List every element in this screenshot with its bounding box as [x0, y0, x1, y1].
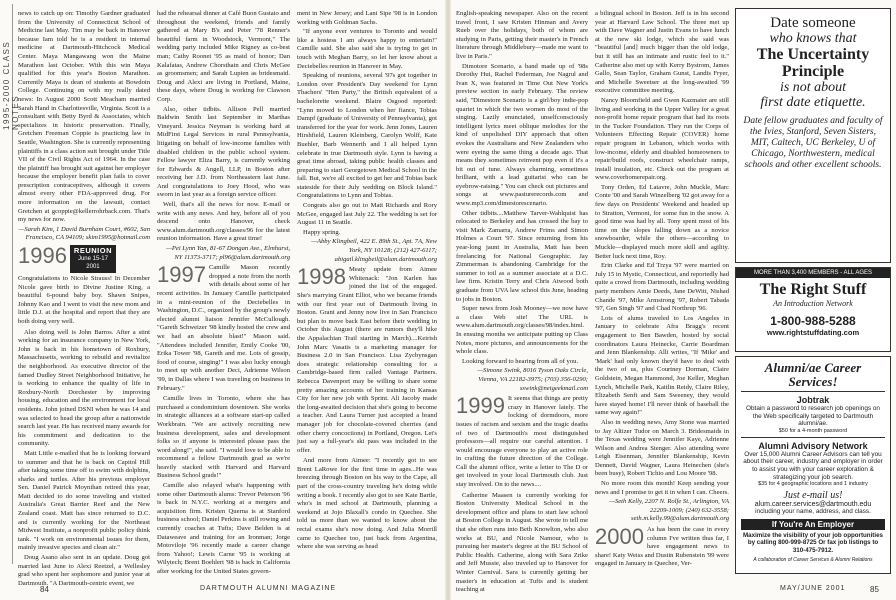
- ad-headline: The Uncertainty Principle: [756, 46, 870, 80]
- year-heading-block: [297, 266, 437, 455]
- right-stuff-ad[interactable]: [735, 267, 891, 352]
- reunion-badge: [70, 245, 116, 273]
- paragraph: Erin Clarke and Ed Trzya '97 were married on July 15 in Mystic, Connecticut, and reportedly had quite a crowd from Dartmouth, including wedding party members Amie Deeds, Jane DeWitt, Nishad Chande '97, Mike Armstrong '97, Robert Tabada '97, Gen Singh '97 and Chad Northrup '96.: [595, 262, 729, 313]
- ad-footer: A collaboration of Career Services & Alumni Relations: [753, 556, 873, 563]
- ad-headline: is not about: [779, 80, 847, 95]
- ad-title: Alumni/ae Career Services!: [764, 360, 862, 389]
- ad-headline: Date someone: [770, 15, 856, 31]
- paragraph: Also in wedding news, Amy Stone was married to Jay Altizer Tudor on March 3. Bridesmaids in the Texas wedding were Jennifer Kaye, Adrienne Wilson and Andrea Stenger. Also attending were Leigh Eisenman, Jennifer Blankenship, Kevin Dennett, David Wagner, Laura Heinechen (she's been busy), Robert Tichio and Lou Moore '98.: [595, 418, 729, 478]
- ad-column: [735, 8, 891, 578]
- footer-right: [780, 585, 845, 592]
- margin-label: 1995-2000 CLASS NOTES: [2, 40, 20, 130]
- column-1: [18, 10, 150, 587]
- email-link[interactable]: alum.career.services@dartmouth.edu: [754, 501, 872, 509]
- ad-banner: MORE THAN 3,400 MEMBERS - ALL AGES: [736, 268, 890, 278]
- paragraph: Looking forward to hearing from all of you.: [462, 357, 579, 365]
- paragraph: Camille also relayed what's happening with some other Dartmouth alums: Trevor Peterson '96 is back in N.Y.C. working at a mergers and acquisition firm. Kristen Querna is at Stanford business school; Daniel Perkins is still rowing and currently coaches at Tufts; Dave Belden is at Dataweave and training for an Ironman; Jorge Motoviloje '96 recently made a career change from Yahoo!; Lewis Carne '95 is working at Wilytech; Brent Boehlert '98 is back in California after working for the United States govern-: [157, 482, 290, 575]
- class-year: 1996: [18, 243, 67, 269]
- margin-strip: [2, 4, 20, 564]
- ad-headline: first date etiquette.: [760, 95, 866, 110]
- section-price: $35 for 4 geographic locations and 1 industry: [758, 481, 868, 488]
- reunion-label: REUNION: [73, 246, 112, 256]
- paragraph: ment in New Jersey; and Lani Sipe '98 is in London working with Goldman Sachs.: [297, 10, 437, 26]
- signature: —Sarah Kim, 1 David Burnham Court, #602, San Francisco, CA 94109; skim1995@hotmail.com: [18, 225, 150, 242]
- paragraph: Doug Asano also sent in an update. Doug got married last June to Alexi Reetzel, a Wellesley grad who spent her sophomore and junior year at Dartmouth. "A Dartmouth-centric event, we: [18, 554, 150, 587]
- paragraph: Other tidbits....Matthew Tarver-Wahlquist has relocated to Berkeley and has crossed the bay to visit Mark Zamarra, Andrew Frims and Simon Holmes a Court '97. Since returning from his year-long jaunt in Australia, Matt has been freelancing for National Geographic. Jay Zimmerman is abandoning Cambridge for the summer to toil as a summer associate at a D.C. law firm. Kristin Terry and Chris Atwood both graduate from UVA law school this June, heading to jobs in Boston.: [456, 209, 588, 303]
- paragraph: Congrats also go out to Matt Richards and Rory McGee, engaged last July 22. The wedding is set for August 11 in Seattle.: [297, 202, 437, 227]
- magazine-title: DARTMOUTH ALUMNI MAGAZINE: [200, 585, 337, 592]
- page-number: 85: [870, 585, 879, 594]
- section-head: Alumni Advisory Network: [758, 440, 868, 451]
- paragraph: "If anyone ever ventures to Toronto and would like a hostess I am always happy to entertain!" Camille said. She also said she is trying to get in touch with Meghan Barry, so let her know about a Deciebelles reunion in Hanover in May.: [297, 28, 437, 70]
- paragraph: Well, that's all the news for now. E-mail or write with any news. And hey, before all of you descend onto Hanover, check www.alum.dartmouth.org/classes/96 for the latest reunion information. Have a great time!: [157, 201, 290, 243]
- class-year: 1998: [297, 264, 346, 290]
- paragraph: Nancy Bloomfield and Gwen Kazmaier are still living and working in the Upper Valley for a great non-profit home repair program that had its roots in the Tucker Foundation. They run the Corps of Volunteers Effecting Repair (COVER) home repair program in Lebanon, which works with low-income, elderly and disabled homeowners to repair/build roofs, construct wheelchair ramps, install insulation, etc. Check out the program at www.coverhomerepair.org.: [595, 96, 729, 182]
- employer-banner: If You're An Employer: [741, 519, 885, 530]
- paragraph: had the rehearsal dinner at Café Buon Gustaio and throughout the weekend, friends and family gathered at Mary B's and Peter '78 Renner's beautiful farm in Woodstock, Vermont," The wedding party included Mike Rigney as co-best man; Cathy Roonet '95 as maid of honor; Dan Kalafatas, Andrew Chorsthain and Chris McGee as groomsmen; and Sarah Lupien as bridesmaid. Doug and Alexi are living in Portland, Maine, these days, where Doug is working for Clawson Corp.: [157, 10, 290, 103]
- employer-body: Maximize the visibility of your job opportunities by calling 800-999-8725 Or fax job listings to 310-475-7912.: [743, 531, 883, 554]
- ad-body: Date fellow graduates and faculty of the Ivies, Stanford, Seven Sisters, MIT, Caltech, UC Berkeley, U of Chicago, Northwestern, medical schools and other excellent schools.: [743, 116, 883, 170]
- ad-headline: who knows that: [769, 31, 857, 46]
- paragraph: Congratulations to Nicole Strauss! In December Nicole gave birth to Divine Justine King, a beautiful 6-pound baby boy. Shawn Snipes, Johnny Kao and I went to visit the new mom and little D.J. at the hospital and report that they are both doing very well.: [18, 275, 150, 325]
- section-price: $50 for a 4-month password: [778, 427, 848, 434]
- paragraph: Lots of alums traveled to Los Angeles in January to celebrate Afra Bragg's recent engagement to Ben Bawden, hosted by social coordinators Laura Heinecke, Carrie Boardman and Jenn Blankenship. Alli writes, "If 'Mike' and 'Mark' had only known they'd have to deal with the two of us, plus Courtney Dorman, Claire Goldstein, Megan Hammond, Joe Keller, Meghan Lynch, Michelle Park, Kaitlin Reidy, Claire Riley, Elizabeth Senft and Sam Sweeney, they would have stayed home! I'll never think of baseball the same way again!": [595, 314, 729, 417]
- paragraph: English-speaking newspaper. Also on the recent travel front, I saw Kristen Hinman and Avery Rueb over the holidays, both of whom are studying in Paris, getting their master's in French literature through Middlebury—made me want to live in Paris.": [456, 10, 588, 60]
- section-body: Over 15,000 Alumni Career Advisors can tell you about their career, industry and employer in order to assist you with your career exploration & strategizing your job search.: [743, 450, 883, 481]
- signature: —Seth Kelly, 2207 N. Rolfe St., Arlington, VA 22209-1009; (240) 632-3558; seth.m.kelly.99@alum.dartmouth.org: [609, 498, 729, 523]
- class-year: 2000: [595, 524, 644, 550]
- paragraph: Camille lives in Toronto, where she has purchased a condominium downtown. She works in strategic alliances at a software start-up called Workbrain. "We are actively recruiting new business development, sales and development folks so if anyone is interested please pass the word along!", she said. "I would love to be able to recommend a fellow Dartmouth grad as we're heavily stacked with Harvard and Harvard Business School grads!": [157, 395, 290, 480]
- paragraph: Camille Mason recently dropped a note from the north with details about some of her recent activities. In January Camille participated in a mini-reunion of the Deciebelles in Washington, D.C., organized by the group's newly elected alumni liaison Jennifer McCullough. "Gareth Schweizer '98 kindly hosted the crew and we had an absolute blast!" Mason said. "Attendees included Jennifer, Emily Cooke '00, Erika Tower '98, Gareth and me. Lots of gossip, food of course, singing!" I was also lucky enough to meet up with another Deci, Adrienne Wilson '99, in Dallas where I was traveling on business in February.": [157, 264, 290, 392]
- signature: —Pei Lynn Yan, 81-67 Dongan Ave., Elmhurst, NY 11373-3717; pl96@alum.dartmouth.org: [166, 245, 290, 261]
- email-body: including your name, address, and class.: [755, 508, 871, 516]
- paragraph: And more from Aimee: "I recently got to see Brent LaRowe for the first time in ages...He was breezing through Boston on his way to the Cape, all part of the cross-country traveling he's doing while writing a book. I recently also got to see Kate Bartle, who's in med school at Dartmouth, planning a weekend at Jojo Blaxall's condo in Quechee. She told us more than we wanted to know about the rectal exams she's now doing. And Julia Morrill came to Quechee too, just back from Argentina, where she was serving as head: [297, 457, 437, 551]
- dating-ad[interactable]: [735, 8, 891, 263]
- column-4: [456, 10, 588, 594]
- footer-left-title: [200, 585, 336, 592]
- paragraph: Super news from Josh Mooney—we now have a class Web site! The URL is www.alum.dartmouth.org/classes/98/index.html. In ensuing months we anticipate putting up Class Notes, more pictures, and announcements for the whole class.: [456, 305, 588, 356]
- paragraph: Happy spring.: [303, 228, 341, 236]
- signature: —Simone Swink, 8016 Tyson Oaks Circle, Vienna, VA 22182-3975; (703) 356-0290; sswink@netgeekmail.com: [477, 367, 588, 392]
- issue-date: MAY/JUNE 2001: [780, 585, 846, 592]
- column-5: [595, 10, 729, 582]
- ad-url[interactable]: www.rightstuffdating.com: [766, 328, 860, 337]
- divider: [741, 437, 885, 438]
- page-number: 84: [40, 585, 49, 594]
- paragraph: Also doing well is John Barros. After a stint working for an insurance company in New York, John is back in his hometown of Roxbury, Massachusetts, working to rebuild and revitalize the neighborhood. As executive director of the famed Dudley Street Neighborhood Initiative, he is working to enhance the quality of life in Roxbury-North Dorchester by improving housing, education and the environment for local residents. John joined DSNI when he was 14 and was selected to head the group after a nationwide search last year. He has received many awards for his commitment and dedication to the community.: [18, 328, 150, 448]
- class-year: 1997: [157, 262, 206, 288]
- reunion-dates: June 15-17 2001: [77, 256, 108, 271]
- ad-title: The Right Stuff: [759, 281, 867, 298]
- paragraph: Tony Orden, Ed Latavre, John Muckle, Marc Conte '00 and Sarah Winzelberg '02 got away for a few days on Presidents' Weekend and headed up to Stratton, Vermont, for some fun in the snow. A good time was had by all. Tony spent most of his time on the slopes falling down as a novice snowboarder, while the others—according to Muckle—displayed much more skill and agility. Better luck next time, Roy.: [595, 183, 729, 260]
- paragraph: Catherine Maasen is currently working for Boston University Medical School in the development office and plans to start law school at Boston College in August. She wrote to tell me that she often runs into Beth Knowlton, who also works at BU, and Nicole Namour, who is pursuing her master's degree at the BU School of Public Health. Catherine, along with Sara Zrike and Jeff Mussie, also traveled up to Hanover for Winter Carnival. Sara is currently getting her master's in education at Tufts and is student teaching at: [456, 491, 588, 594]
- career-services-ad[interactable]: [735, 356, 891, 574]
- paragraph: As has been the case in every column I've written thus far, I have engagement news to share! Katy Weiss and Dustin Rubenstein '99 were engaged in January in Quechee, Ver-: [595, 526, 729, 568]
- paragraph: Matt Little e-mailed that he is looking forward to summer and that he is back on Capitol Hill after taking some time off to swim with dolphins, sharks and turtles. After his previous employer Sen. Daniel Patrick Moynihan retired this year, Matt decided to do some traveling and visited Australia's Great Barrier Reef and the New Zealand coast. Matt has since returned to D.C. and is currently working for the Northeast Midwest Institute, a nonprofit public policy think tank. "I work on environmental issues for them, mainly invasive species and clean air.": [18, 449, 150, 552]
- ad-phone[interactable]: 1-800-988-5288: [770, 314, 856, 328]
- paragraph: No more room this month! Keep sending your news and I promise to get it in when I can. Cheers.: [595, 480, 729, 496]
- page-gutter: [445, 0, 451, 600]
- divider: [741, 391, 885, 392]
- paragraph: a bilingual school in Boston. Jeff is in his second year at Harvard Law School. The three met up with Dave Wagner and Justin Evans to have lunch at the new ski lodge, which she said was "beautiful [and] much bigger than the old lodge, but it still has an intimate and rustic feel to it." Catherine also met up with Kerry Bystrom, James Gallo, Sean Taylor, Graham Gunst, Landis Fryer, and Michelle Sweetser at the long-awaited '99 executive committee meeting.: [595, 10, 729, 95]
- paragraph: Dimotore Scenario, a band made up of '98s Dorothy Hui, Rachel Federman, Joe Nagrul and Ivan X, was featured in Time Out New York's preview section in early February. The review said, "Dimestore Scenario is a girl/boy indie-pop quartet in which the two women do most of the singing. Lazily enunciated, unselfconsciously intelligent lyrics meet oblique melodies for the kind of unpolished DIY approach that often evokes the Australians and New Zealanders who were eyeing the same thing a decade ago. That means they sometimes reinvent pop even if it's a bit out of tune. Always charming, sometimes brilliant, with a lead guitarist who can be eyebrow-raising." You can check out pictures and songs at www.pasturerecords.com and www.mp3.com/dimestorescenario.: [456, 62, 588, 208]
- section-head: Jobtrak: [796, 395, 830, 405]
- ad-subtitle: An Introduction Network: [773, 299, 853, 308]
- year-heading-block: [595, 526, 729, 569]
- paragraph: Speaking of reunions, several '97s got together in London over President's Day weekend for Lynn Thachers' "Hen Party," the British equivalent of a bachelorette weekend. Blaire Osgood reported: "Lynn moved to London when her fiance, Tobias Dampf (graduate of University of Pennsylvania), got transferred for the year for work. Jenn Jones, Lauren Hirshfield, Lauren Kleinberg, Carolyn Wolff, Kate Buehler, Barb Wennerth and I all helped Lynn celebrate in true Dartmouth style. Lynn is having a great time abroad, taking public health classes and preparing to start Georgetown Medical School in the fall. But, we're all excited to get her and Tobias back stateside for their July wedding on Block Island." Congratulations to Lynn and Tobias.: [297, 72, 437, 200]
- paragraph: Meaty update from Aimee Whitenack: "Jon Karlen has joined the list of the engaged. She's marrying Grant Elliot, who we became friends with our first year out of Dartmouth living in Boston. Grant and Jenny now live in San Francisco but plan to move back East before their wedding in October this August (there are rumors they'll hike the Appalachian Trail starting in March)....Keirish John Marc Vasatis is a marketing manager for Business 2.0 in San Francisco. Lisa Zycbynsgan does strategic relationship consulting for a Cambridge-based firm called Vantage Partners. Rebecca Davenport may be willing to share some pretty amazing accounts of her training in Kansas City for her new job with Sprint. Ali Jacoby made the long-awaited decision that she's going to become a teacher. And Laura Turner just accepted a brand manager job for chocolate-covered cherries (and other cherry concoctions) in Portland, Oregon. Let's just say a full-year's ski pass was included in the offer.: [297, 266, 437, 454]
- signature: —Abby Klingbeil, 422 E. 89th St., Apt. 7A, New York, NY 10128; (212) 427-6117; abigail.klingbeil@alum.dartmouth.org: [311, 238, 437, 263]
- column-2: [157, 10, 290, 582]
- paragraph: Also, other tidbits. Allison Pell married Baldwin Smith last September in Marthas Vineyard. Jessica Neyman is working hard at MidFirst Legal Services in rural Pennsylvania, litigating on behalf of low-income families with disabled children in the public school system. Fellow lawyer Eliza Barry, is currently working for Edwards & Angell, LLP, in Boston after receiving her J.D. from Northeastern last June. And congratulations to Joey Hood, who was sworn in last year as a foreign service officer.: [157, 105, 290, 199]
- section-body: Obtain a password to research job openings on the Web specifically targeted to Dartmouth alumni/ae.: [746, 405, 880, 428]
- class-year: 1999: [456, 393, 505, 419]
- email-head: Just e-mail us!: [783, 490, 843, 502]
- year-heading-block: [456, 395, 588, 490]
- paragraph: news to catch up on: Timothy Gardner graduated from the University of Connecticut School of Medicine last May. Tim may be back in Hanover because Iam told he is a resident in internal medicine at Dartmouth-Hitchcock Medical Center. Maya Mangawang won the Maine Marathon last October. With this win Maya qualified for this year's Boston Marathon. Currently Maya is dean of students at Bowdoin College. Continuing on with my really dated news: In August 2000 Scott Meacham married Sarah Hand in Charlottesville, Virginia. Scott is a consultant with Betty Byrd & Associates, which specializes in historic preservation. Finally, Gretchen Freeman Coppie is practicing law in Seattle, Washington. She is currently representing plaintiffs in a class action suit brought under Title VII of the Civil Rights Act of 1964. In the case the plaintiff has brought suit against her employer because the employer benefit plan fails to cover prescription contraceptives, although it covers almost every other FDA-approved drug. For more information on the lawsuit, contact Gretchen at gcoppie@kellerrohrback.com. That's my news for now.: [18, 10, 150, 224]
- year-heading-block: [157, 264, 290, 393]
- footer-right-page: [870, 585, 879, 594]
- column-3: [297, 10, 437, 582]
- paragraph: It seems that things are pretty crazy in Hanover lately. The locking of dormdoors, more issues of racism and sexism and the tragic deaths of two of Dartmouth's most distinguished professors—all require our careful attention. I would encourage everyone to play an active role in crafting the future direction of the College. Call the alumni office, write a letter to The D or get involved in your local Dartmouth club. Just stay involved. On to the news....: [456, 395, 588, 489]
- footer-left: [40, 585, 49, 594]
- year-heading-block: [18, 245, 150, 327]
